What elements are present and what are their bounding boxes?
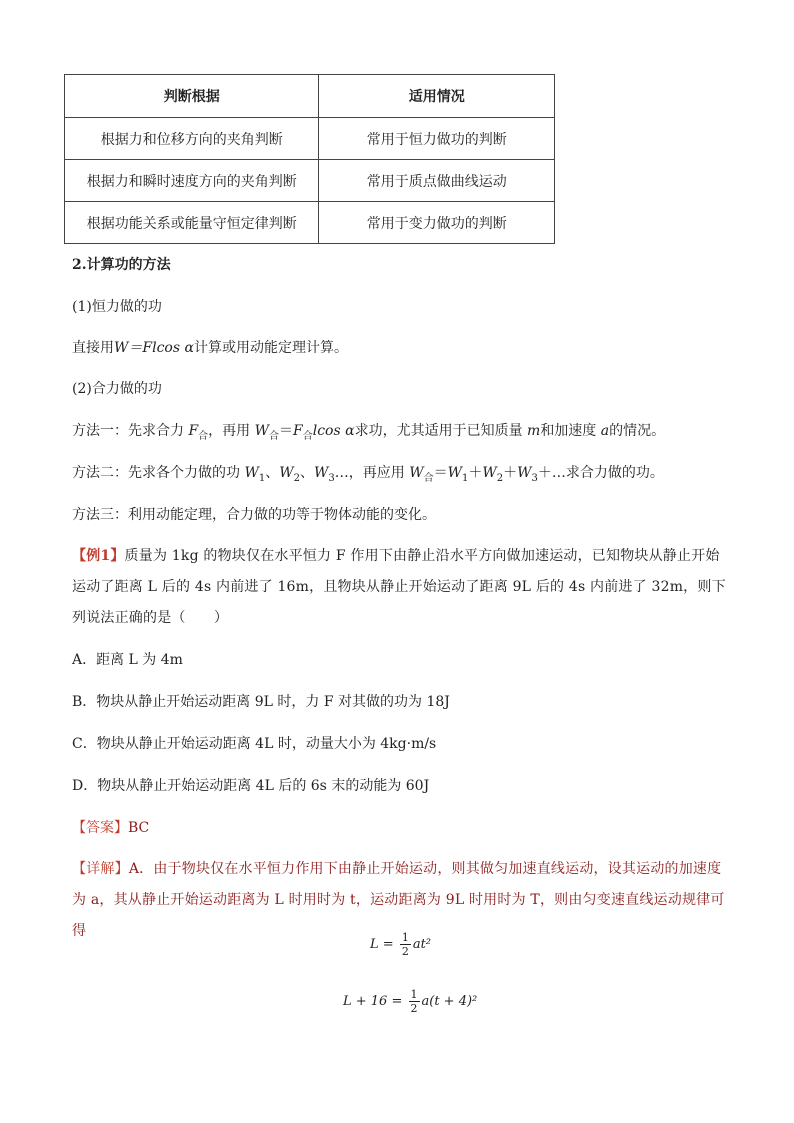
- table-cell: 常用于质点做曲线运动: [319, 160, 555, 202]
- var: F: [293, 423, 303, 439]
- text: ＝: [433, 465, 448, 481]
- fraction: [400, 931, 411, 958]
- eq-lhs: L =: [370, 937, 394, 952]
- table-row: [65, 202, 555, 244]
- method-two: [72, 463, 664, 489]
- sub: 合: [269, 430, 280, 442]
- eq-lhs: L + 16 =: [343, 994, 403, 1009]
- text: ＋: [468, 465, 483, 481]
- text: 的情况。: [609, 423, 666, 439]
- sub: 合: [423, 472, 434, 484]
- table-row: [65, 118, 555, 160]
- formula: W＝Flcos α: [114, 340, 194, 356]
- sub: 1: [258, 472, 266, 484]
- sub: 3: [531, 472, 538, 484]
- text: ＝: [279, 423, 294, 439]
- table-cell: 常用于恒力做功的判断: [319, 118, 555, 160]
- table-header-row: [65, 75, 555, 118]
- fraction: [409, 988, 420, 1015]
- answer-line: [72, 818, 149, 838]
- answer-tag: 【答案】: [72, 820, 128, 836]
- text: ，再用: [208, 423, 255, 439]
- sub: 合: [302, 430, 313, 442]
- var: W: [447, 465, 462, 481]
- equation-1: [370, 931, 431, 958]
- var: W: [279, 465, 294, 481]
- var: W: [409, 465, 424, 481]
- judgment-table: [64, 74, 555, 244]
- var: W: [517, 465, 532, 481]
- var: a: [600, 423, 610, 439]
- table-cell: 根据力和位移方向的夹角判断: [65, 118, 319, 160]
- sub: 2: [293, 472, 300, 484]
- method-one: [72, 421, 665, 447]
- example-tag: 【例1】: [72, 548, 125, 564]
- table-header: 判断根据: [65, 75, 319, 118]
- denominator: 2: [401, 945, 409, 958]
- denominator: 2: [410, 1002, 418, 1015]
- constant-force-line: [72, 338, 348, 358]
- text: 直接用: [72, 340, 114, 356]
- var: W: [254, 423, 270, 439]
- answer-value: BC: [128, 820, 150, 836]
- table-header: 适用情况: [319, 75, 555, 118]
- text: 、: [265, 465, 280, 481]
- section-title: 2.计算功的方法: [72, 257, 171, 273]
- option-a: A．距离 L 为 4m: [72, 652, 183, 668]
- detail-tag: 【详解】: [72, 861, 129, 877]
- numerator: 1: [401, 931, 409, 944]
- var: W: [482, 465, 497, 481]
- table-cell: 常用于变力做功的判断: [319, 202, 555, 244]
- text: 方法一：先求合力: [72, 423, 189, 439]
- subsection-constant-force: (1)恒力做的功: [72, 299, 162, 315]
- sub: 合: [198, 430, 209, 442]
- subsection-net-force: (2)合力做的功: [72, 381, 162, 397]
- text: 、: [299, 465, 314, 481]
- sub: 1: [461, 472, 469, 484]
- eq-rhs: a(t + 4)²: [421, 994, 478, 1009]
- equation-2: [343, 988, 477, 1015]
- table-row: [65, 160, 555, 202]
- var: lcos α: [312, 423, 355, 439]
- option-c: C．物块从静止开始运动距离 4L 时，动量大小为 4kg·m/s: [72, 736, 437, 752]
- sub: 3: [328, 472, 335, 484]
- text: ＋: [503, 465, 518, 481]
- method-three: 方法三：利用动能定理，合力做的功等于物体动能的变化。: [72, 507, 436, 523]
- text: 方法二：先求各个力做的功: [72, 465, 245, 481]
- detail-text: A．由于物块仅在水平恒力作用下由静止开始运动，则其做匀加速直线运动，设其运动的加速度为 a，其从静止开始运动距离为 L 时用时为 t，运动距离为 9L 时用时为 T，则由匀变速直线运动规律可得: [72, 861, 725, 939]
- table-cell: 根据功能关系或能量守恒定律判断: [65, 202, 319, 244]
- option-d: D．物块从静止开始运动距离 4L 后的 6s 末的动能为 60J: [72, 778, 430, 794]
- text: …，再应用: [334, 465, 410, 481]
- numerator: 1: [410, 988, 418, 1001]
- example-text: 质量为 1kg 的物块仅在水平恒力 F 作用下由静止沿水平方向做加速运动，已知物块从静止开始运动了距离 L 后的 4s 内前进了 16m，且物块从静止开始运动了距离 9L 后的 4s 内前进了 32m，则下列说法正确的是（ ）: [72, 548, 726, 626]
- sub: 2: [496, 472, 504, 484]
- var: W: [313, 465, 329, 481]
- var: m: [527, 423, 541, 439]
- example-question: [72, 541, 732, 634]
- option-b: B．物块从静止开始运动距离 9L 时，力 F 对其做的功为 18J: [72, 694, 450, 710]
- table-cell: 根据力和瞬时速度方向的夹角判断: [65, 160, 319, 202]
- text: 计算或用动能定理计算。: [193, 340, 348, 356]
- text: ＋…求合力做的功。: [537, 465, 664, 481]
- text: 和加速度: [540, 423, 601, 439]
- var: F: [188, 423, 199, 439]
- eq-rhs: at²: [412, 937, 431, 952]
- text: 求功，尤其适用于已知质量: [354, 423, 528, 439]
- var: W: [244, 465, 259, 481]
